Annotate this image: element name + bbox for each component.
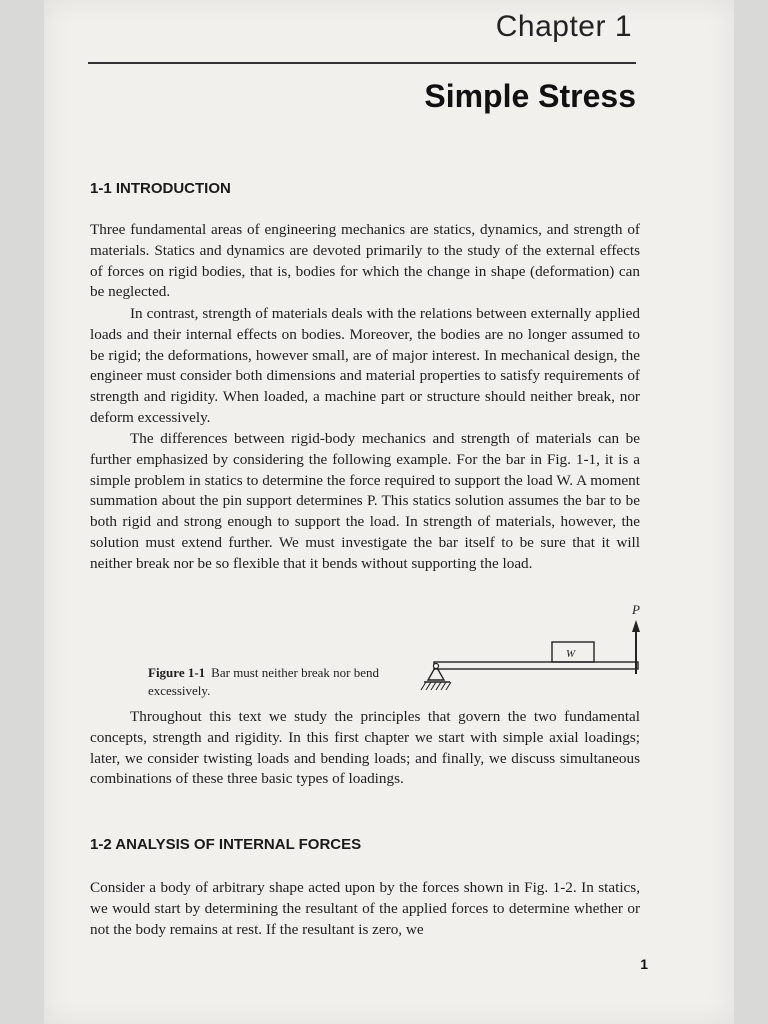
chapter-label: Chapter 1	[495, 10, 632, 43]
figure-caption-text: Bar must neither break nor bend excessively.	[148, 665, 380, 698]
force-arrow-head	[632, 620, 640, 632]
pin	[434, 664, 439, 669]
paragraph: In contrast, strength of materials deals with the relations between externally applied loads and their internal effects on bodies. Moreover, the bodies are no longer assumed to be rigid; the deformations, however small, are of major interest. In mechanical design, the engineer must consider both dimensions and material properties to satisfy requirements of strength and rigidity. When loaded, a machine part or structure should neither break, nor deform excessively.	[90, 305, 640, 426]
page-number: 1	[640, 956, 648, 972]
force-p-label: P	[632, 602, 640, 617]
bar-diagram	[420, 596, 660, 706]
section-heading-introduction: 1-1 INTRODUCTION	[90, 180, 231, 197]
chapter-title: Simple Stress	[424, 78, 636, 114]
paragraph: The differences between rigid-body mechanics and strength of materials can be further emphasized by considering the following example. For the bar in Fig. 1-1, it is a simple problem in statics to determine the force required to support the load W. A moment summation about the pin support determines P. This statics solution assumes the bar to be both rigid and strong enough to support the load. In strength of materials, however, the solution must extend further. We must investigate the bar itself to be sure that it will neither break nor be so flexible that it bends without supporting the load.	[90, 430, 640, 572]
bar	[434, 662, 638, 669]
paragraph: Three fundamental areas of engineering mechanics are statics, dynamics, and strength of materials. Statics and dynamics are devoted primarily to the study of the external effects of forces on rigid bodies, that is, bodies for which the change in shape (deformation) can be neglected.	[90, 221, 640, 301]
header-rule	[88, 62, 636, 64]
load-w-label: W	[566, 648, 576, 660]
ground-hatching	[421, 682, 451, 690]
paragraph: Consider a body of arbitrary shape acted upon by the forces shown in Fig. 1-2. In statics, we would start by determining the resultant of the applied forces to determine whether or not the body remains at rest. If the resultant is zero, we	[90, 879, 640, 938]
section-heading-internal-forces: 1-2 ANALYSIS OF INTERNAL FORCES	[90, 836, 362, 853]
book-page	[44, 0, 734, 1024]
figure-label: Figure 1-1	[148, 665, 206, 680]
figure-caption	[148, 664, 408, 700]
paragraph: Throughout this text we study the principles that govern the two fundamental concepts, strength and rigidity. In this first chapter we start with simple axial loadings; later, we consider twisting loads and bending loads; and finally, we discuss simultaneous combinations of these three basic types of loadings.	[90, 708, 640, 788]
